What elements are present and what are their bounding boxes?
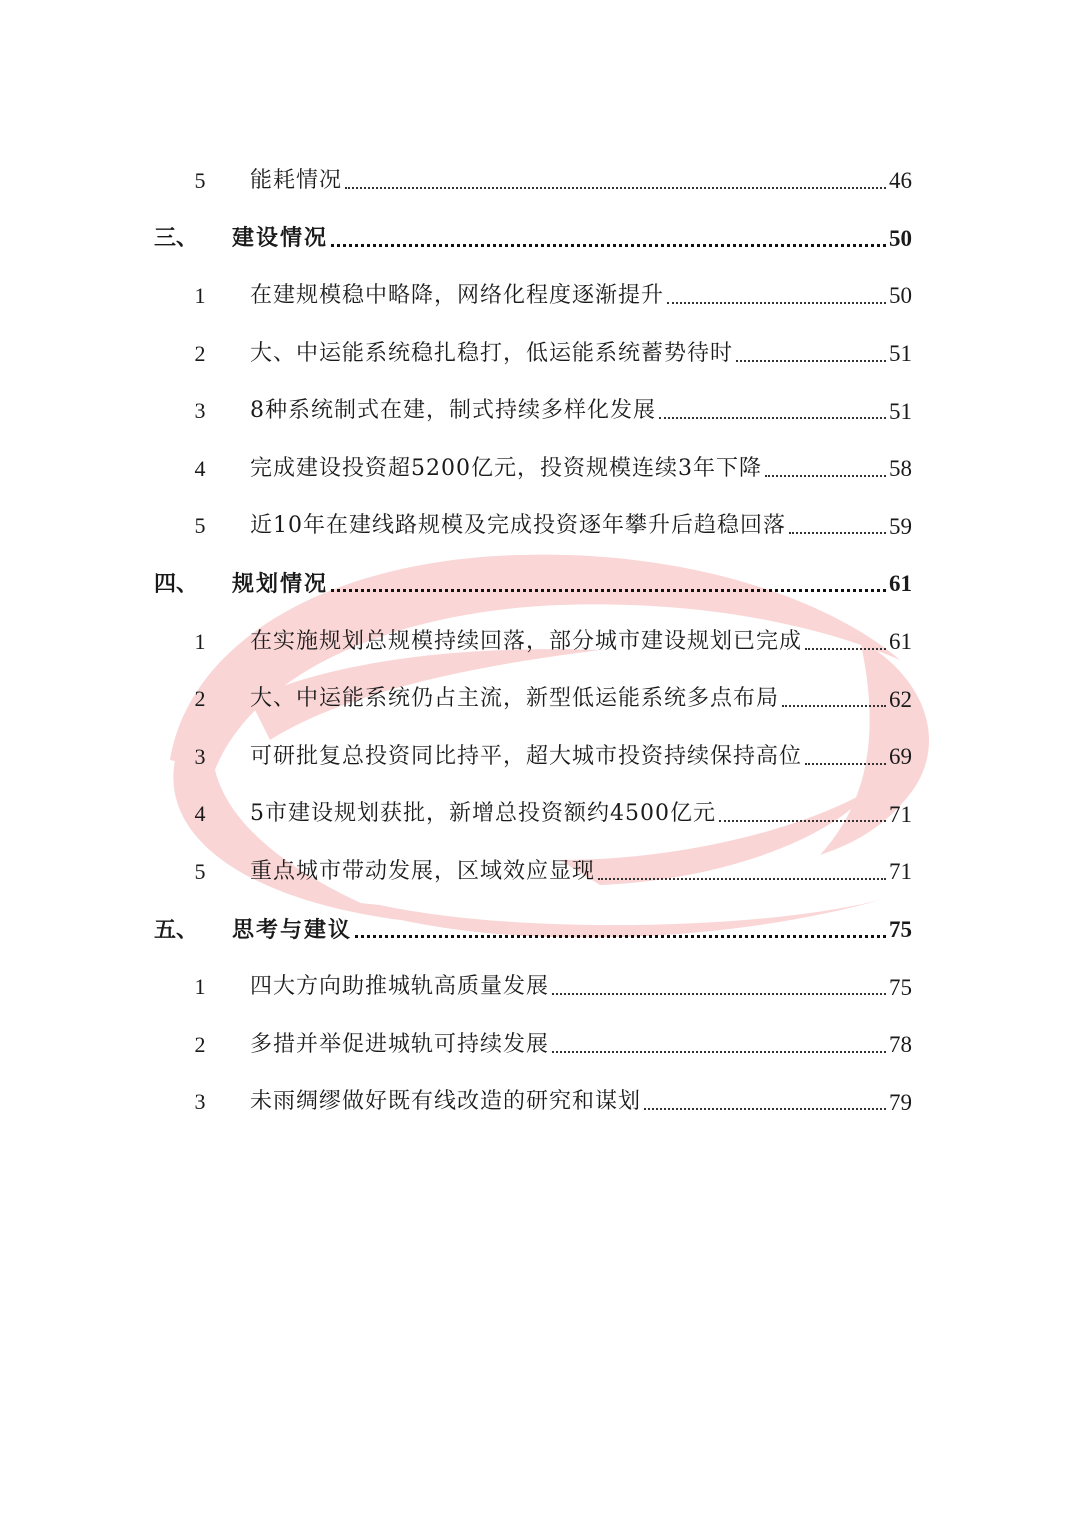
toc-entry-title: 未雨绸缪做好既有线改造的研究和谋划: [250, 1089, 642, 1115]
toc-entry-page-number: 75: [889, 917, 912, 943]
toc-chapter-entry[interactable]: [150, 210, 912, 268]
toc-entry-title: 在实施规划总规模持续回落，部分城市建设规划已完成: [250, 628, 803, 654]
toc-entry-page-number: 50: [889, 283, 912, 309]
toc-entry-title: 5市建设规划获批，新增总投资额约4500亿元: [250, 801, 716, 827]
toc-section-entry[interactable]: [150, 843, 912, 901]
toc-entry-title: 完成建设投资超5200亿元，投资规模连续3年下降: [250, 455, 762, 481]
toc-entry-number: 1: [194, 282, 206, 308]
toc-entry-number: 三、: [154, 225, 199, 252]
dot-leader: [736, 360, 886, 362]
toc-section-entry[interactable]: [150, 786, 912, 844]
toc-section-entry[interactable]: [150, 440, 912, 498]
toc-entry-title: 8种系统制式在建，制式持续多样化发展: [250, 398, 656, 424]
toc-chapter-entry[interactable]: [150, 555, 912, 613]
dot-leader: [331, 244, 886, 247]
dot-leader: [805, 648, 886, 650]
toc-entry-number: 五、: [154, 916, 199, 943]
toc-entry-number: 3: [194, 1089, 206, 1115]
toc-entry-title: 在建规模稳中略降，网络化程度逐渐提升: [250, 282, 665, 308]
toc-section-entry[interactable]: [150, 152, 912, 210]
toc-entry-title: 重点城市带动发展，区域效应显现: [250, 858, 596, 884]
toc-entry-title: 近10年在建线路规模及完成投资逐年攀升后趋稳回落: [250, 513, 786, 539]
toc-entry-page-number: 61: [889, 629, 912, 655]
toc-section-entry[interactable]: [150, 382, 912, 440]
toc-entry-page-number: 71: [889, 801, 912, 827]
toc-entry-title: 可研批复总投资同比持平，超大城市投资持续保持高位: [250, 743, 803, 769]
toc-entry-title: 思考与建议: [232, 916, 353, 943]
toc-entry-page-number: 51: [889, 341, 912, 367]
toc-entry-page-number: 51: [889, 398, 912, 424]
toc-section-entry[interactable]: [150, 670, 912, 728]
toc-entry-page-number: 50: [889, 225, 912, 251]
toc-section-entry[interactable]: [150, 498, 912, 556]
toc-section-entry[interactable]: [150, 728, 912, 786]
toc-entry-number: 5: [194, 167, 206, 193]
toc-entry-page-number: 75: [889, 974, 912, 1000]
toc-entry-title: 建设情况: [232, 225, 329, 252]
toc-entry-number: 1: [194, 628, 206, 654]
toc-entry-number: 4: [194, 455, 206, 481]
dot-leader: [331, 589, 886, 592]
toc-entry-page-number: 71: [889, 859, 912, 885]
toc-section-entry[interactable]: [150, 1016, 912, 1074]
toc-entry-number: 2: [194, 1031, 206, 1057]
toc-section-entry[interactable]: [150, 958, 912, 1016]
toc-entry-number: 四、: [154, 570, 199, 597]
toc-section-entry[interactable]: [150, 325, 912, 383]
dot-leader: [552, 1051, 886, 1053]
toc-entry-number: 3: [194, 743, 206, 769]
toc-entry-page-number: 69: [889, 744, 912, 770]
dot-leader: [644, 1108, 886, 1110]
dot-leader: [789, 532, 886, 534]
toc-entry-page-number: 59: [889, 513, 912, 539]
toc-entry-page-number: 61: [889, 571, 912, 597]
dot-leader: [765, 475, 886, 477]
toc-entry-number: 5: [194, 513, 206, 539]
toc-entry-number: 4: [194, 801, 206, 827]
dot-leader: [345, 187, 886, 189]
toc-entry-page-number: 58: [889, 456, 912, 482]
table-of-contents: [150, 152, 912, 1131]
toc-entry-number: 2: [194, 686, 206, 712]
toc-entry-number: 1: [194, 974, 206, 1000]
toc-entry-title: 大、中运能系统稳扎稳打，低运能系统蓄势待时: [250, 340, 734, 366]
toc-entry-title: 四大方向助推城轨高质量发展: [250, 974, 550, 1000]
dot-leader: [782, 705, 886, 707]
toc-entry-number: 3: [194, 398, 206, 424]
dot-leader: [719, 820, 886, 822]
toc-section-entry[interactable]: [150, 1074, 912, 1132]
toc-entry-number: 2: [194, 340, 206, 366]
toc-entry-title: 能耗情况: [250, 167, 343, 193]
toc-entry-page-number: 46: [889, 168, 912, 194]
toc-entry-title: 多措并举促进城轨可持续发展: [250, 1031, 550, 1057]
dot-leader: [805, 763, 886, 765]
toc-entry-title: 规划情况: [232, 570, 329, 597]
toc-section-entry[interactable]: [150, 267, 912, 325]
toc-entry-title: 大、中运能系统仍占主流，新型低运能系统多点布局: [250, 686, 780, 712]
toc-entry-number: 5: [194, 858, 206, 884]
dot-leader: [552, 993, 886, 995]
toc-entry-page-number: 78: [889, 1032, 912, 1058]
toc-entry-page-number: 62: [889, 686, 912, 712]
toc-entry-page-number: 79: [889, 1089, 912, 1115]
dot-leader: [667, 302, 886, 304]
toc-section-entry[interactable]: [150, 613, 912, 671]
dot-leader: [355, 935, 886, 938]
dot-leader: [659, 417, 886, 419]
dot-leader: [598, 878, 886, 880]
toc-chapter-entry[interactable]: [150, 901, 912, 959]
